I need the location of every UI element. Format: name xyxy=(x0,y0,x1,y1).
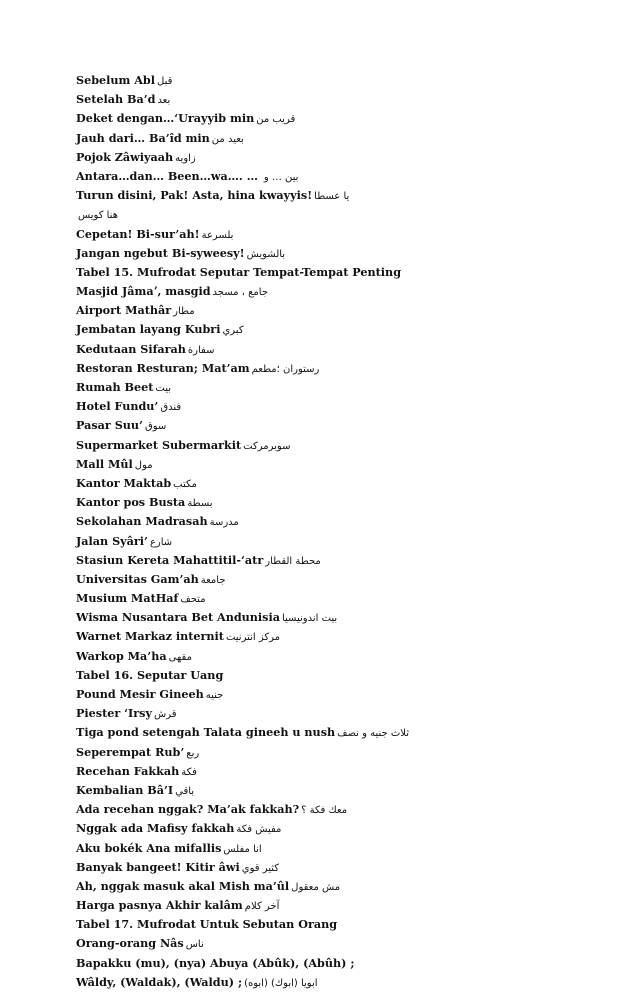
latin-text: Jalan Syâri’ xyxy=(76,533,148,548)
arabic-text: معك فكة ؟ xyxy=(301,805,348,817)
vocab-line xyxy=(76,225,596,244)
latin-text: Tabel 15. Mufrodat Seputar Tempat-Tempat Penting xyxy=(76,264,402,279)
latin-text: Airport Mathâr xyxy=(76,303,172,318)
vocab-line xyxy=(76,205,596,224)
vocab-line xyxy=(76,762,596,781)
latin-text: Musium MatHaf xyxy=(76,591,179,606)
latin-text: Ada recehan nggak? Ma’ak fakkah? xyxy=(76,802,300,817)
vocab-line xyxy=(76,627,596,646)
latin-text: Masjid Jâmaʼ, masgid xyxy=(76,284,211,299)
latin-text: Rumah Beet xyxy=(76,380,154,394)
vocab-line xyxy=(76,608,596,627)
latin-text: Wâldy, (Waldak), (Waldu) ; xyxy=(76,974,243,989)
vocab-line xyxy=(76,532,596,551)
arabic-text: كبري xyxy=(222,325,244,337)
vocab-line xyxy=(76,589,596,608)
latin-text: Pasar Suu’ xyxy=(76,418,143,433)
vocab-line xyxy=(76,839,596,858)
vocab-line xyxy=(76,71,596,90)
latin-text: Turun disini, Pak! Asta, hina kwayyis! xyxy=(76,188,313,203)
latin-text: Tiga pond setengah Talata gineeh u nush xyxy=(76,725,336,740)
latin-text: Kembalian Bâ’I xyxy=(76,782,174,797)
latin-text: Kantor pos Busta xyxy=(76,495,186,510)
arabic-text: مطار xyxy=(173,306,195,318)
arabic-text: باقي xyxy=(175,785,195,797)
latin-text: Antara…dan… Been…wa…. … xyxy=(76,168,262,183)
arabic-text: بيت xyxy=(155,383,172,394)
arabic-text: هنا كويس xyxy=(78,210,118,222)
vocab-line xyxy=(76,781,596,800)
latin-text: Jauh dari… Ba’îd min xyxy=(76,130,210,145)
arabic-text: مفيش فكة xyxy=(236,824,282,836)
latin-text: Hotel Fundu’ xyxy=(76,399,159,414)
arabic-text: انا مفلس xyxy=(223,843,262,855)
vocab-line xyxy=(76,282,596,301)
arabic-text: رستوران ؛مطعم xyxy=(251,363,320,375)
vocab-line xyxy=(76,109,596,128)
arabic-text: سفارة xyxy=(187,344,215,356)
latin-text: Tabel 16. Seputar Uang xyxy=(76,667,224,682)
arabic-text: سوبرمركت xyxy=(243,440,291,452)
arabic-text: جنيه xyxy=(205,690,224,701)
vocab-line xyxy=(76,301,596,320)
latin-text: Stasiun Kereta Mahattitil-‘atr xyxy=(76,552,264,567)
latin-text: Pound Mesir Gineeh xyxy=(76,687,204,701)
vocabulary-list xyxy=(76,71,596,992)
vocab-line xyxy=(76,915,596,934)
arabic-text: ابويا (ابوك) (ابوه) xyxy=(244,977,318,989)
vocab-line xyxy=(76,129,596,148)
vocab-line xyxy=(76,704,596,723)
vocab-line xyxy=(76,934,596,953)
vocab-line xyxy=(76,320,596,339)
arabic-text: مركز انترنيت xyxy=(225,632,281,644)
latin-text: Setelah Ba’d xyxy=(76,92,156,107)
vocab-line xyxy=(76,186,596,205)
vocab-line xyxy=(76,263,596,282)
latin-text: Warkop Ma’ha xyxy=(76,648,167,663)
arabic-text: بعيد من xyxy=(211,133,244,145)
latin-text: Supermarket Subermarkit xyxy=(76,437,242,452)
latin-text: Jembatan layang Kubri xyxy=(76,322,221,337)
vocab-line xyxy=(76,90,596,109)
arabic-text: آخر كلام xyxy=(244,901,280,913)
vocab-line xyxy=(76,973,596,992)
vocab-line xyxy=(76,551,596,570)
arabic-text: مول xyxy=(134,459,153,471)
arabic-text: مدرسة xyxy=(209,517,239,529)
latin-text: Piester ‘Irsy xyxy=(76,706,152,721)
latin-text: Bapakku (mu), (nya) Abuya (Abûk), (Abûh) ; xyxy=(76,955,355,970)
latin-text: Kantor Maktab xyxy=(76,475,172,490)
latin-text: Kedutaan Sifarah xyxy=(76,341,186,356)
vocab-line xyxy=(76,800,596,819)
latin-text: Sebelum Abl xyxy=(76,73,156,87)
vocab-line xyxy=(76,378,596,397)
arabic-text: محطة القطار xyxy=(265,555,321,567)
arabic-text: جامع ، مسجد xyxy=(212,287,269,299)
arabic-text: قبل xyxy=(157,76,173,87)
arabic-text: بالشويش xyxy=(246,248,286,260)
arabic-text: سوق xyxy=(144,421,167,433)
latin-text: Pojok Zâwiyaah xyxy=(76,149,174,164)
latin-text: Restoran Resturan; Mat’am xyxy=(76,360,250,375)
vocab-line xyxy=(76,244,596,263)
arabic-text: شارع xyxy=(149,536,173,548)
latin-text: Warnet Markaz internit xyxy=(76,629,224,644)
vocab-line xyxy=(76,493,596,512)
latin-text: Cepetan! Bi-sur’ah! xyxy=(76,226,200,241)
latin-text: Recehan Fakkah xyxy=(76,763,180,778)
latin-text: Harga pasnya Akhir kalâm xyxy=(76,898,243,913)
arabic-text: بين … و xyxy=(263,171,299,183)
latin-text: Seperempat Rub’ xyxy=(76,744,185,759)
arabic-text: قرش xyxy=(153,709,177,721)
latin-text: Ah, nggak masuk akal Mish ma’ûl xyxy=(76,878,290,893)
arabic-text: بيت اندونيسيا xyxy=(281,613,338,625)
vocab-line xyxy=(76,896,596,915)
vocab-line xyxy=(76,167,596,186)
vocab-line xyxy=(76,340,596,359)
arabic-text: مش معقول xyxy=(291,881,341,893)
arabic-text: متحف xyxy=(180,594,206,606)
vocab-line xyxy=(76,474,596,493)
vocab-line xyxy=(76,743,596,762)
vocab-line xyxy=(76,819,596,838)
arabic-text: مكتب xyxy=(173,478,197,490)
latin-text: Nggak ada Mafisy fakkah xyxy=(76,821,235,836)
latin-text: Deket dengan…‘Urayyib min xyxy=(76,111,255,126)
arabic-text: كثير قوي xyxy=(241,862,280,874)
arabic-text: ثلاث جنيه و نصف xyxy=(337,728,410,740)
arabic-text: بعد xyxy=(157,95,171,107)
vocab-line xyxy=(76,877,596,896)
vocab-line xyxy=(76,148,596,167)
latin-text: Aku bokék Ana mifallis xyxy=(76,840,222,855)
vocab-line xyxy=(76,685,596,704)
vocab-line xyxy=(76,436,596,455)
latin-text: Mall Mûl xyxy=(76,456,133,471)
arabic-text: زاويه xyxy=(175,152,196,164)
arabic-text: قريب من xyxy=(256,114,296,126)
arabic-text: ربع xyxy=(186,747,200,759)
latin-text: Banyak bangeet! Kitir âwi xyxy=(76,859,240,874)
arabic-text: جامعة xyxy=(200,574,226,586)
vocab-line xyxy=(76,954,596,973)
vocab-line xyxy=(76,359,596,378)
vocab-line xyxy=(76,723,596,742)
latin-text: Tabel 17. Mufrodat Untuk Sebutan Orang xyxy=(76,917,338,932)
arabic-text: بلسرعة xyxy=(201,229,234,241)
arabic-text: فكة xyxy=(181,766,197,778)
vocab-line xyxy=(76,416,596,435)
vocab-line xyxy=(76,666,596,685)
arabic-text: يا عسطا xyxy=(314,191,350,203)
arabic-text: ناس xyxy=(185,939,204,951)
arabic-text: بسطة xyxy=(187,498,213,510)
vocab-line xyxy=(76,858,596,877)
latin-text: Sekolahan Madrasah xyxy=(76,514,208,529)
vocab-line xyxy=(76,512,596,531)
vocab-line xyxy=(76,397,596,416)
arabic-text: مقهى xyxy=(168,651,192,663)
vocab-line xyxy=(76,647,596,666)
latin-text: Orang-orang Nâs xyxy=(76,936,184,951)
latin-text: Wisma Nusantara Bet Andunisia xyxy=(76,610,280,625)
vocab-line xyxy=(76,570,596,589)
arabic-text: فندق xyxy=(160,402,182,414)
vocab-line xyxy=(76,455,596,474)
latin-text: Jangan ngebut Bi-syweesy! xyxy=(76,245,245,260)
latin-text: Universitas Gam’ah xyxy=(76,571,199,586)
